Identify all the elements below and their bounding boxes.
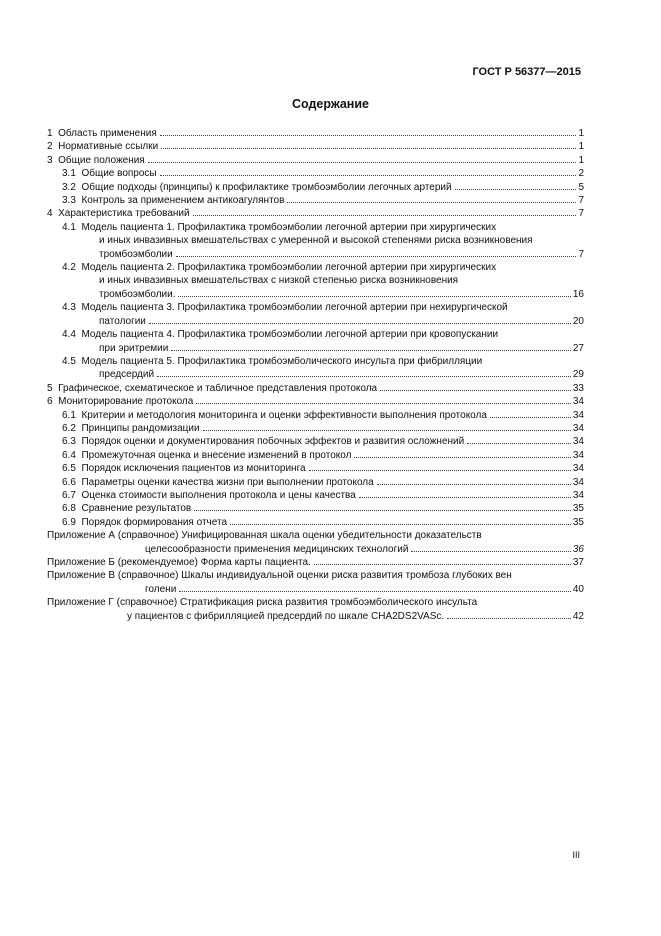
toc-entry-4-2[interactable]: 4.2 Модель пациента 2. Профилактика тромбоэмболии легочной артерии при хирургических и иных инвазивных вмешательствах с низкой степенью риска возникновения тромбоэмболии. 16 — [62, 262, 584, 300]
toc-entry-2[interactable]: 2 Нормативные ссылки 1 — [47, 141, 584, 153]
toc-entry-6-6[interactable]: 6.6 Параметры оценки качества жизни при выполнении протокола 34 — [62, 476, 584, 488]
toc-entry-4-5[interactable]: 4.5 Модель пациента 5. Профилактика тромбоэмболического инсульта при фибрилляции предсердий 29 — [62, 355, 584, 381]
toc-entry-4[interactable]: 4 Характеристика требований 7 — [47, 208, 584, 220]
toc-entry-6-8[interactable]: 6.8 Сравнение результатов 35 — [62, 503, 584, 515]
toc-entry-6-9[interactable]: 6.9 Порядок формирования отчета 35 — [62, 516, 584, 528]
toc-entry-appendix-a[interactable]: Приложение А (справочное) Унифицированная шкала оценки убедительности доказательств целесообразности применения медицинских технологий 36 — [47, 530, 584, 555]
toc-entry-3[interactable]: 3 Общие положения 1 — [47, 154, 584, 166]
table-of-contents — [47, 127, 584, 623]
toc-entry-4-1[interactable]: 4.1 Модель пациента 1. Профилактика тромбоэмболии легочной артерии при хирургических и иных инвазивных вмешательствах с умеренной и высокой степенями риска возникновения тромбоэмболии 7 — [62, 221, 584, 260]
toc-entry-4-4[interactable]: 4.4 Модель пациента 4. Профилактика тромбоэмболии легочной артерии при кровопускании при эритремии 27 — [62, 329, 584, 354]
toc-entry-6-2[interactable]: 6.2 Принципы рандомизации 34 — [62, 422, 584, 434]
toc-entry-6-5[interactable]: 6.5 Порядок исключения пациентов из мониторинга 34 — [62, 463, 584, 475]
toc-entry-3-3[interactable]: 3.3 Контроль за применением антикоагулянтов 7 — [62, 195, 584, 207]
toc-entry-6-3[interactable]: 6.3 Порядок оценки и документирования побочных эффектов и развития осложнений 34 — [62, 436, 584, 448]
toc-entry-6[interactable]: 6 Мониторирование протокола 34 — [47, 396, 584, 408]
toc-entry-6-7[interactable]: 6.7 Оценка стоимости выполнения протокола и цены качества 34 — [62, 489, 584, 501]
document-header-code: ГОСТ Р 56377—2015 — [472, 66, 581, 78]
page-number: III — [572, 850, 580, 860]
toc-entry-3-1[interactable]: 3.1 Общие вопросы 2 — [62, 168, 584, 180]
toc-entry-4-3[interactable]: 4.3 Модель пациента 3. Профилактика тромбоэмболии легочной артерии при нехирургической патологии 20 — [62, 302, 584, 327]
toc-entry-5[interactable]: 5 Графическое, схематическое и табличное представления протокола 33 — [47, 382, 584, 394]
page-title: Содержание — [291, 97, 369, 111]
toc-entry-3-2[interactable]: 3.2 Общие подходы (принципы) к профилактике тромбоэмболии легочных артерий 5 — [62, 181, 584, 193]
toc-entry-appendix-v[interactable]: Приложение В (справочное) Шкалы индивидуальной оценки риска развития тромбоза глубоких вен голени 40 — [47, 570, 584, 595]
toc-entry-6-4[interactable]: 6.4 Промежуточная оценка и внесение изменений в протокол 34 — [62, 449, 584, 461]
toc-entry-1[interactable]: 1 Область применения 1 — [47, 128, 584, 139]
toc-entry-6-1[interactable]: 6.1 Критерии и методология мониторинга и оценки эффективности выполнения протокола 34 — [62, 409, 584, 421]
toc-entry-appendix-g[interactable]: Приложение Г (справочное) Стратификация риска развития тромбоэмболического инсульта у пациентов с фибрилляцией предсердий по шкале CHA2DS2VASc. 42 — [47, 597, 584, 622]
toc-entry-appendix-b[interactable]: Приложение Б (рекомендуемое) Форма карты пациента. 37 — [47, 557, 584, 568]
